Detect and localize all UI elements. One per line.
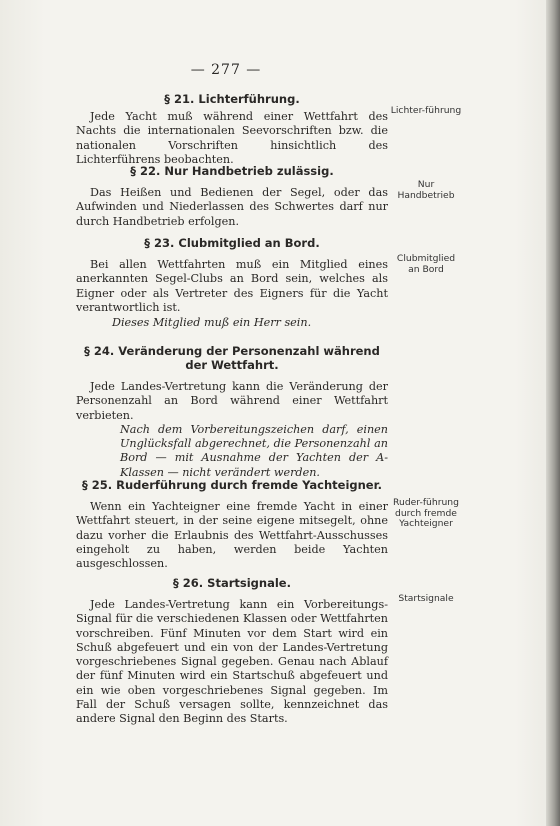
page-number: — 277 — [190, 62, 262, 78]
section-26-heading: § 26. Startsignale. [173, 576, 291, 590]
margin-note-21: Lichter-führung [390, 105, 462, 116]
page-edge [546, 0, 560, 826]
section-22 [76, 164, 388, 229]
section-25-text: Wenn ein Yachteigner eine fremde Yacht in einer Wettfahrt steuert, in der seine eigene mitsegelt, ohne dazu vorher die Erlaubnis des Wettfahrt-Ausschusses eingeholt zu haben, werden beide Yachten ausgeschlossen. [76, 500, 388, 571]
section-24-text: Jede Landes-Vertretung kann die Veränderung der Personenzahl an Bord während einer Wettfahrt verbieten. [76, 380, 388, 422]
section-22-text: Das Heißen und Bedienen der Segel, oder das Aufwinden und Niederlassen des Schwertes darf nur durch Handbetrieb erfolgen. [76, 186, 388, 228]
margin-note-23: Clubmitglied an Bord [396, 253, 456, 275]
section-23-italic: Dieses Mitglied muß ein Herr sein. [112, 316, 312, 330]
section-23 [76, 236, 388, 330]
margin-note-22: Nur Handbetrieb [397, 179, 455, 201]
margin-note-25: Ruder-führung durch fremde Yachteigner [393, 497, 459, 530]
section-22-heading: § 22. Nur Handbetrieb zulässig. [130, 164, 334, 178]
section-23-heading: § 23. Clubmitglied an Bord. [144, 236, 320, 250]
section-24 [76, 344, 388, 480]
section-21-heading: § 21. Lichterführung. [164, 92, 300, 106]
section-26 [76, 576, 388, 727]
section-24-italic: Nach dem Vorbereitungszeichen darf, einen Unglücksfall abgerechnet, die Personenzahl an Bord — mit Ausnahme der Yachten der A-Klassen — nicht verändert werden. [120, 422, 388, 479]
section-25-heading: § 25. Ruderführung durch fremde Yachteigner. [81, 478, 383, 492]
margin-note-26: Startsignale [398, 593, 454, 604]
section-25 [76, 478, 388, 571]
section-23-text: Bei allen Wettfahrten muß ein Mitglied eines anerkannten Segel-Clubs an Bord sein, welches als Eigner oder als Vertreter des Eigners für die Yacht verantwortlich ist. [76, 258, 388, 314]
section-21-text: Jede Yacht muß während einer Wettfahrt des Nachts die internationalen Seevorschriften bzw. die nationalen Vorschriften hinsichtlich des Lichterführens beobachten. [76, 110, 388, 166]
section-26-text: Jede Landes-Vertretung kann ein Vorbereitungs-Signal für die verschiedenen Klassen oder Wettfahrten vorschreiben. Fünf Minuten vor dem Start wird ein Schuß abgefeuert und ein von der Landes-Vertretung vorgeschriebenes Signal gegeben. Genau nach Ablauf der fünf Minuten wird ein Startschuß abgefeuert und ein wie oben vorgeschriebenes Signal gegeben. Im Fall der Schuß versagen sollte, kennzeichnet das andere Signal den Beginn des Starts. [76, 598, 388, 726]
section-21 [76, 92, 388, 167]
section-24-heading: § 24. Veränderung der Personenzahl während der Wettfahrt. [84, 344, 380, 372]
